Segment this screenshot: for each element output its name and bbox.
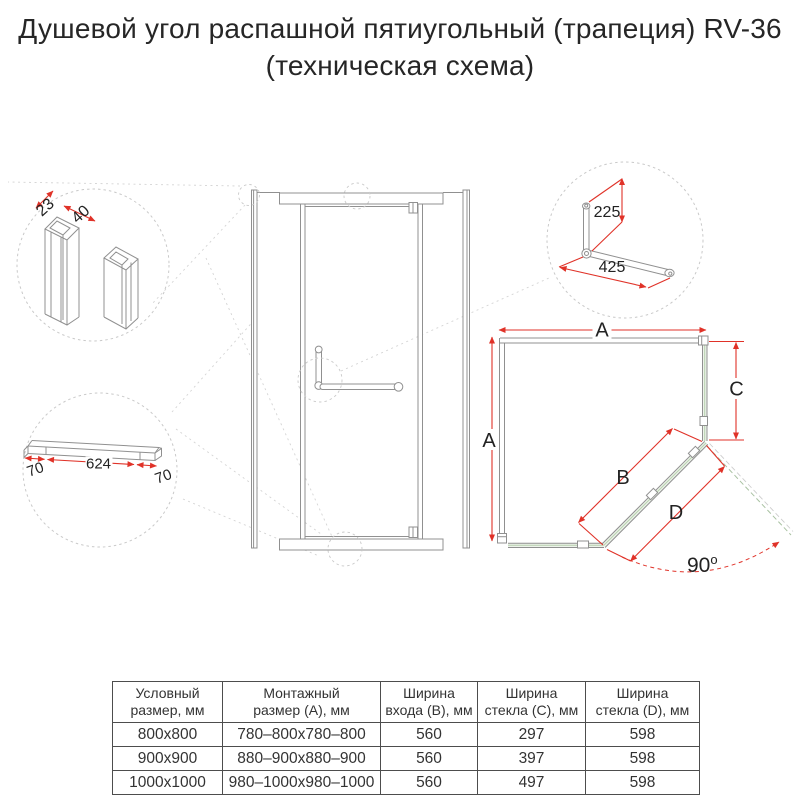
table-cell: 560 (381, 747, 478, 771)
door-open-position (707, 446, 791, 535)
door-hinge-bottom (409, 527, 418, 538)
column-header-glass-d-width: Ширина стекла (D), мм (586, 682, 700, 723)
dim-label-a-top: A (595, 319, 609, 342)
table-cell: 980–1000x980–1000 (223, 771, 381, 795)
wall-bracket-top-right (699, 336, 709, 345)
table-cell: 800x800 (113, 723, 223, 747)
dim-label-d: D (668, 502, 684, 524)
table-cell: 598 (586, 723, 700, 747)
table-cell: 780–800x780–800 (223, 723, 381, 747)
page-title-line2: (техническая схема) (265, 50, 535, 81)
dim-label-70-right: 70 (152, 465, 175, 488)
size-table (112, 681, 700, 795)
column-header-mounting-size: Монтажный размер (А), мм (223, 682, 381, 723)
table-header-row (113, 682, 700, 723)
dim-label-70-left: 70 (24, 458, 47, 481)
table-cell: 297 (478, 723, 586, 747)
dim-label-b: B (616, 467, 630, 489)
dim-label-a-left: A (482, 430, 496, 452)
table-cell: 560 (381, 771, 478, 795)
table-cell: 1000x1000 (113, 771, 223, 795)
plan-view (480, 320, 794, 578)
detail-wall-profile (17, 189, 169, 341)
table-row (113, 747, 700, 771)
column-header-entry-width: Ширина входа (В), мм (381, 682, 478, 723)
table-cell: 880–900x880–900 (223, 747, 381, 771)
table-row (113, 723, 700, 747)
table-cell: 598 (586, 771, 700, 795)
door-handle-front (315, 346, 403, 391)
dim-label-225: 225 (593, 204, 621, 221)
dim-label-angle: 90$^o$ (687, 552, 718, 577)
dim-label-624: 624 (85, 455, 112, 473)
table-cell: 560 (381, 723, 478, 747)
table-cell: 397 (478, 747, 586, 771)
detail-handle (547, 162, 703, 318)
door-hinge-top (409, 203, 418, 214)
table-row (113, 771, 700, 795)
front-view (239, 183, 470, 566)
detail-threshold (23, 393, 177, 547)
glass-clip-bottom (578, 541, 589, 548)
dim-label-40: 40 (68, 202, 94, 227)
column-header-glass-c-width: Ширина стекла (С), мм (478, 682, 586, 723)
table-cell: 497 (478, 771, 586, 795)
wall-bracket-bottom-left (498, 534, 507, 544)
dim-label-23: 23 (33, 195, 58, 220)
column-header-nominal-size: Условный размер, мм (113, 682, 223, 723)
table-cell: 598 (586, 747, 700, 771)
dim-label-c: C (729, 378, 744, 401)
detail-circle (547, 162, 703, 318)
glass-clip-right (700, 417, 708, 426)
page-title-line1: Душевой угол распашной пятиугольный (трапеция) RV-36 (18, 13, 782, 44)
dim-label-425: 425 (598, 259, 626, 276)
plan-dimensions (480, 320, 780, 578)
table-cell: 900x900 (113, 747, 223, 771)
